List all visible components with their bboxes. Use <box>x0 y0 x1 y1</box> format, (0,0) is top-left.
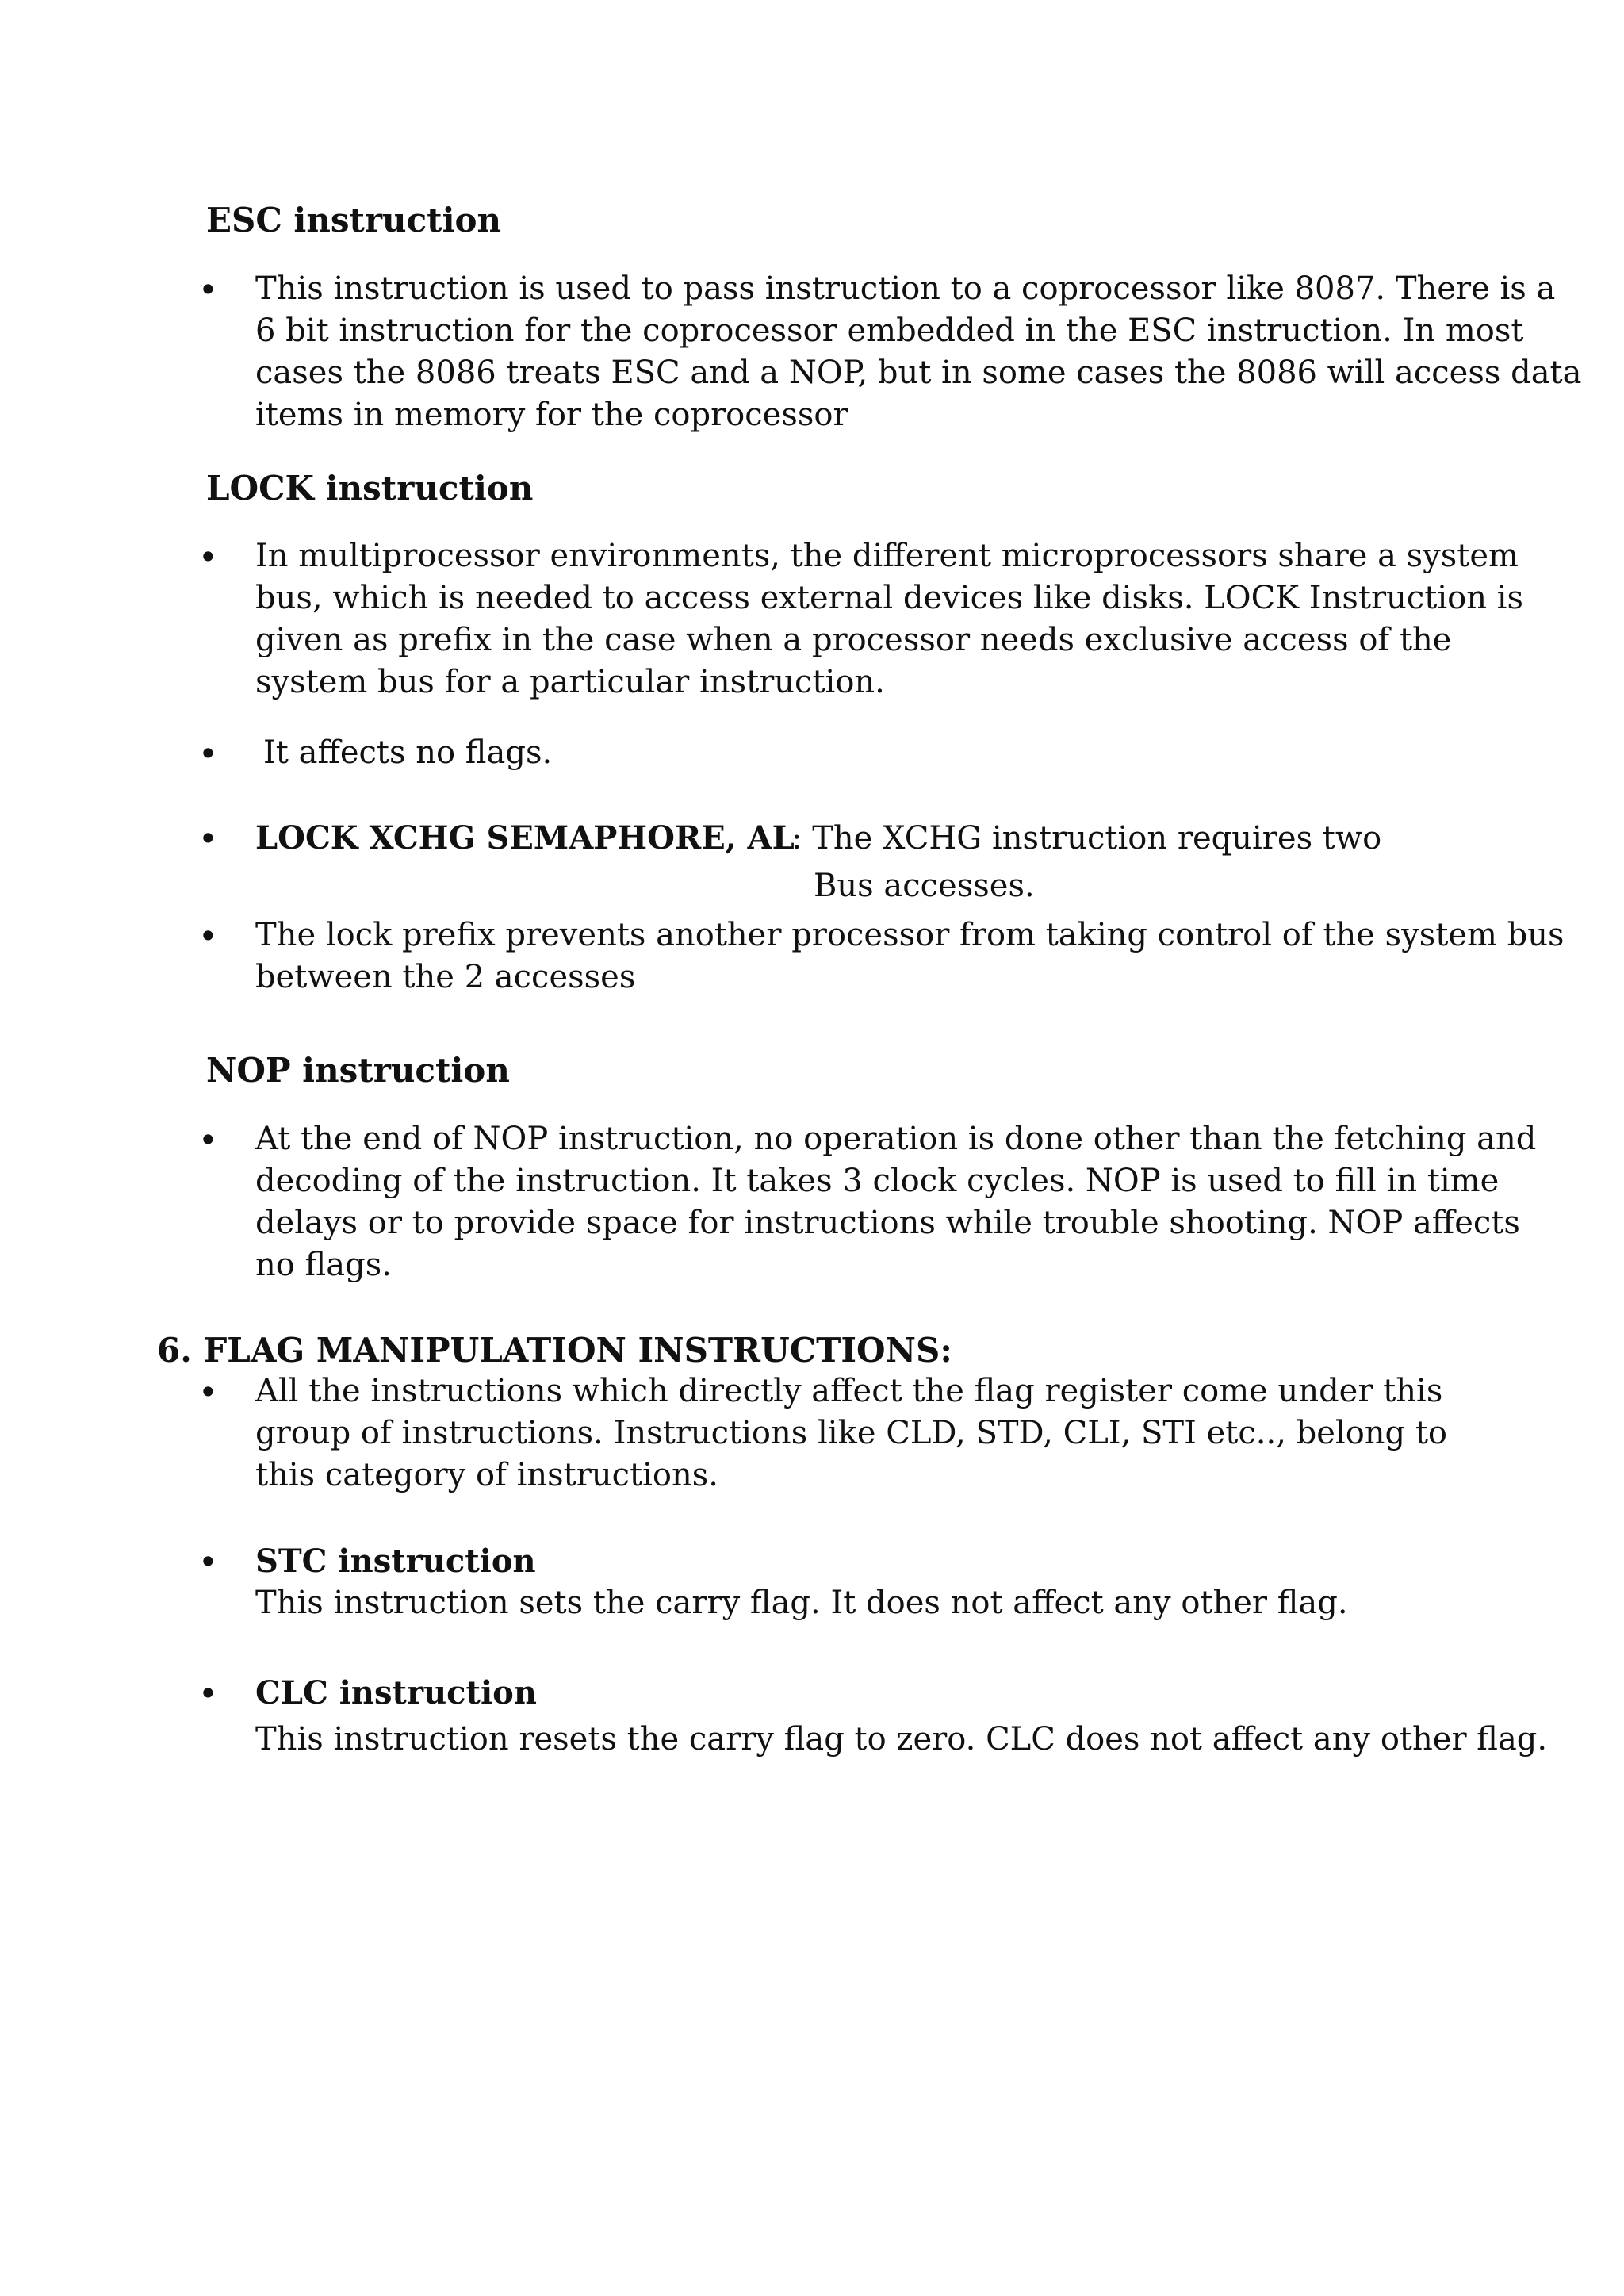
text-line: All the instructions which directly affect the flag register come under this <box>255 1373 1443 1409</box>
text-line: system bus for a particular instruction. <box>255 664 885 700</box>
esc-paragraph <box>255 268 1581 436</box>
text-line: items in memory for the coprocessor <box>255 397 848 433</box>
flag-section-heading: 6. FLAG MANIPULATION INSTRUCTIONS: <box>157 1331 952 1370</box>
text-line: The lock prefix prevents another processor from taking control of the system bus <box>255 917 1565 953</box>
lock-prefix-paragraph <box>255 914 1565 999</box>
text-line: between the 2 accesses <box>255 959 636 995</box>
text-line: At the end of NOP instruction, no operation is done other than the fetching and <box>255 1121 1537 1157</box>
text-line: This instruction is used to pass instruction to a coprocessor like 8087. There is a <box>255 270 1556 307</box>
clc-block <box>255 1672 1547 1761</box>
bullet-icon: • <box>198 819 218 858</box>
bullet-icon: • <box>198 1543 218 1581</box>
lock-flags-text: It affects no flags. <box>263 734 553 771</box>
text-line: group of instructions. Instructions like CLD, STD, CLI, STI etc.., belong to <box>255 1415 1448 1451</box>
text-line: bus, which is needed to access external devices like disks. LOCK Instruction is <box>255 580 1523 616</box>
text-line: given as prefix in the case when a processor needs exclusive access of the <box>255 622 1452 658</box>
lock-heading: LOCK instruction <box>206 469 534 508</box>
stc-block <box>255 1540 1348 1624</box>
text-line: 6 bit instruction for the coprocessor embedded in the ESC instruction. In most <box>255 312 1524 349</box>
bullet-icon: • <box>198 1373 218 1412</box>
bullet-icon: • <box>198 1121 218 1159</box>
lock-example-desc <box>791 815 1381 910</box>
text-line: no flags. <box>255 1247 392 1283</box>
clc-title: CLC instruction <box>255 1674 537 1711</box>
clc-text: This instruction resets the carry flag to zero. CLC does not affect any other flag. <box>255 1721 1548 1757</box>
text-line: : The XCHG instruction requires two <box>791 820 1382 857</box>
stc-title: STC instruction <box>255 1543 536 1580</box>
lock-example-code: LOCK XCHG SEMAPHORE, AL <box>255 819 795 857</box>
text-line: decoding of the instruction. It takes 3 clock cycles. NOP is used to fill in time <box>255 1163 1500 1199</box>
stc-text: This instruction sets the carry flag. It does not affect any other flag. <box>255 1585 1348 1621</box>
bullet-icon: • <box>198 1674 218 1713</box>
text-line: In multiprocessor environments, the different microprocessors share a system <box>255 538 1519 574</box>
text-line: delays or to provide space for instructions while trouble shooting. NOP affects <box>255 1205 1520 1241</box>
lock-paragraph <box>255 535 1523 703</box>
text-line: Bus accesses. <box>814 868 1035 904</box>
bullet-icon: • <box>198 538 218 577</box>
nop-heading: NOP instruction <box>206 1051 510 1090</box>
bullet-icon: • <box>198 734 218 773</box>
bullet-icon: • <box>198 270 218 309</box>
bullet-icon: • <box>198 917 218 956</box>
esc-heading: ESC instruction <box>206 201 502 240</box>
flag-paragraph <box>255 1370 1447 1497</box>
nop-paragraph <box>255 1118 1536 1286</box>
text-line: this category of instructions. <box>255 1457 718 1493</box>
text-line: cases the 8086 treats ESC and a NOP, but in some cases the 8086 will access data <box>255 355 1582 391</box>
